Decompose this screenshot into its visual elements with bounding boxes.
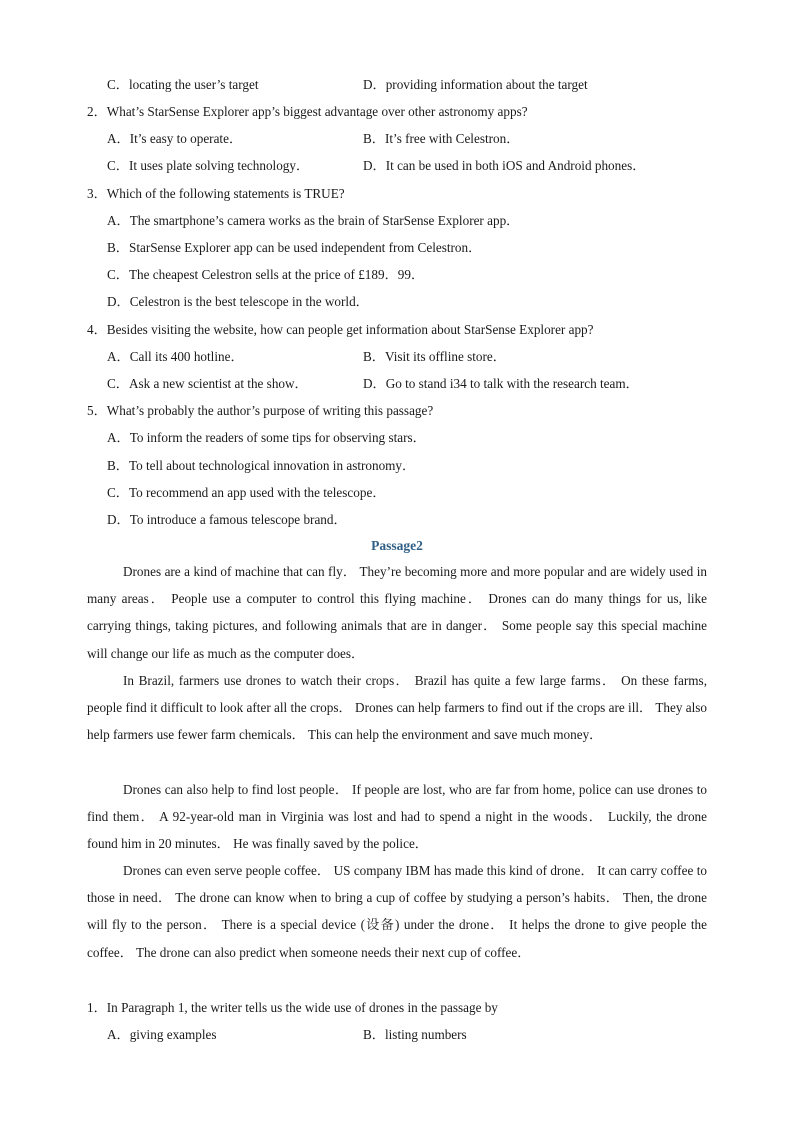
q3-stem: 3．Which of the following statements is TRUE?: [87, 186, 345, 201]
q5-stem: 5．What’s probably the author’s purpose of writing this passage?: [87, 403, 434, 418]
q5-option-a: A．To inform the readers of some tips for observing stars．: [107, 430, 426, 445]
q3-option-d: D．Celestron is the best telescope in the world．: [107, 294, 369, 309]
p2-q1-option-b: B．listing numbers: [363, 1027, 467, 1042]
q4-option-b: B．Visit its offline store．: [363, 349, 506, 364]
q3-option-a: A．The smartphone’s camera works as the brain of StarSense Explorer app．: [107, 213, 520, 228]
passage-title: Passage2: [371, 538, 423, 553]
q4-option-a: A．Call its 400 hotline．: [107, 349, 244, 364]
q4-option-c: C．Ask a new scientist at the show．: [107, 376, 308, 391]
q2-stem: 2．What’s StarSense Explorer app’s biggest advantage over other astronomy apps?: [87, 104, 528, 119]
passage-paragraph-1: Drones are a kind of machine that can fly． They’re becoming more and more popular and are widely used in many areas． People use a computer to control this flying machine． Drones can do many things for us, like carrying things, taking pictures, and following animals that are in danger． Some people say this special machine will change our life as much as the computer does．: [87, 564, 707, 661]
q2-option-b: B．It’s free with Celestron．: [363, 131, 520, 146]
q1-option-c: C．locating the user’s target: [107, 77, 259, 92]
q2-option-c: C．It uses plate solving technology．: [107, 158, 310, 173]
q2-option-d: D．It can be used in both iOS and Android phones．: [363, 158, 646, 173]
passage-paragraph-3: Drones can also help to find lost people． If people are lost, who are far from home, police can use drones to find them． A 92-year-old man in Virginia was lost and had to spend a night in the woods． Luckily, the drone found him in 20 minutes． He was finally saved by the police．: [87, 782, 707, 852]
q5-option-d: D．To introduce a famous telescope brand．: [107, 512, 347, 527]
q1-option-d: D．providing information about the target: [363, 77, 588, 92]
q5-option-b: B．To tell about technological innovation in astronomy．: [107, 458, 416, 473]
passage-paragraph-4: Drones can even serve people coffee． US company IBM has made this kind of drone． It can carry coffee to those in need． The drone can know when to bring a cup of coffee by studying a person’s habits． Then, the drone will fly to the person． There is a special device (设备) under the drone． It helps the drone to give people the coffee． The drone can also predict when someone needs their next cup of coffee．: [87, 863, 707, 960]
q2-option-a: A．It’s easy to operate．: [107, 131, 243, 146]
q4-stem: 4．Besides visiting the website, how can people get information about StarSense Explorer app?: [87, 322, 594, 337]
p2-q1-option-a: A．giving examples: [107, 1027, 217, 1042]
p2-q1-stem: 1．In Paragraph 1, the writer tells us the wide use of drones in the passage by: [87, 1000, 498, 1015]
q5-option-c: C．To recommend an app used with the telescope．: [107, 485, 386, 500]
q3-option-b: B．StarSense Explorer app can be used independent from Celestron．: [107, 240, 482, 255]
q4-option-d: D．Go to stand i34 to talk with the research team．: [363, 376, 639, 391]
passage-paragraph-2: In Brazil, farmers use drones to watch their crops． Brazil has quite a few large farms． On these farms, people find it difficult to look after all the crops． Drones can help farmers to find out if the crops are ill． They also help farmers use fewer farm chemicals． This can help the environment and save much money．: [87, 673, 707, 743]
q3-option-c: C．The cheapest Celestron sells at the price of £189．99．: [107, 267, 425, 282]
